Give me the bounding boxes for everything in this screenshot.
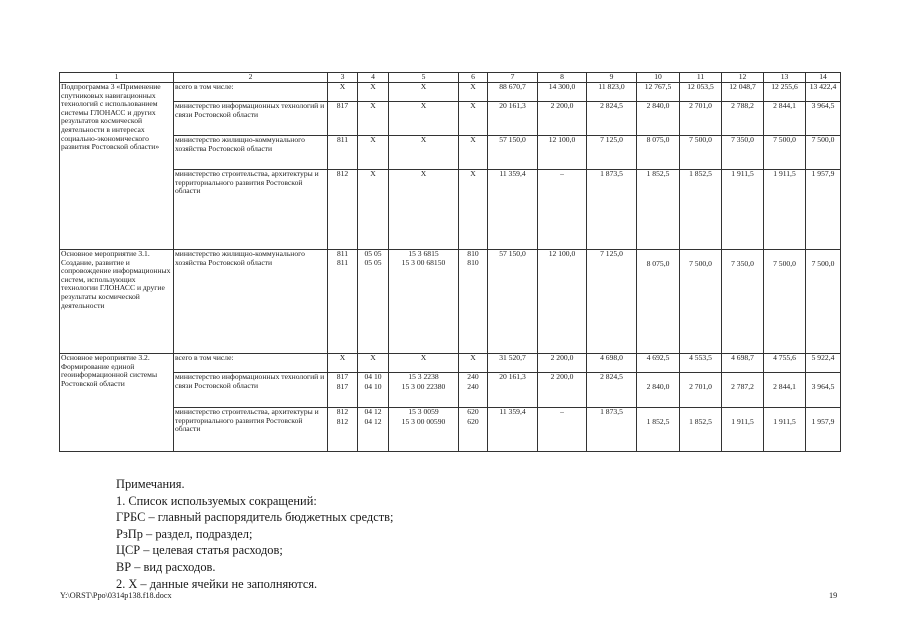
value-cell: 1 957,9 [806,170,841,250]
value-cell [538,373,587,408]
value-text: 7 350,0 [731,259,754,268]
value-text: 1 911,5 [773,417,796,426]
value-cell: 12 048,7 [722,83,764,102]
grbs-value: 811 [336,258,349,267]
measure-name: Основное мероприятие 3.1. Создание, развитие и сопровождение информационных систем, использующих технологии ГЛОНАСС и другие результаты космической деятельности [60,250,174,354]
table-row [60,136,841,170]
value-text: 1 911,5 [731,417,754,426]
header-row [60,73,841,83]
value-cell: 7 500,0 [680,136,722,170]
value-cell: 12 767,5 [637,83,680,102]
value-cell: 2 788,2 [722,102,764,136]
value-cell [764,408,806,452]
note-line: ЦСР – целевая статья расходов; [116,543,283,558]
value-text: 2 200,0 [550,372,574,381]
executor-cell: министерство строительства, архитектуры и территориального развития Ростовской области [174,408,328,452]
value-cell [764,250,806,354]
value-cell: 8 075,0 [637,136,680,170]
csr-value: 15 3 6815 [408,249,439,258]
header-cell: 13 [764,73,806,83]
grbs-value: 812 [336,407,349,416]
value-text: 1 957,9 [811,417,835,426]
value-cell: 4 698,7 [722,354,764,373]
csr-cell: X [389,354,459,373]
header-cell: 3 [328,73,358,83]
note-line: РзПр – раздел, подраздел; [116,526,253,541]
rzpr-cell: X [358,354,389,373]
value-cell [806,408,841,452]
value-cell: 1 852,5 [637,170,680,250]
grbs-cell: 812 [328,170,358,250]
value-cell: 2 701,0 [680,102,722,136]
value-cell: 13 422,4 [806,83,841,102]
executor-cell: министерство информационных технологий и связи Ростовской области [174,102,328,136]
rzpr-cell: X [358,136,389,170]
header-cell: 7 [488,73,538,83]
executor-cell: всего в том числе: [174,354,328,373]
note-line: ГРБС – главный распорядитель бюджетных средств; [116,510,394,525]
executor-cell: министерство жилищно-коммунального хозяйства Ростовской области [174,250,328,354]
value-text: 12 100,0 [548,249,576,258]
value-text: 1 852,5 [646,417,670,426]
vr-value: 810 [467,249,479,258]
value-cell: 57 150,0 [488,136,538,170]
value-text: 2 701,0 [689,382,712,391]
vr-value: 810 [467,258,479,267]
csr-value: 15 3 00 00590 [401,417,446,426]
value-text: 11 359,4 [499,407,526,416]
value-cell: 1 873,5 [587,170,637,250]
executor-cell: министерство строительства, архитектуры и территориального развития Ростовской области [174,170,328,250]
grbs-cell [328,408,358,452]
rzpr-cell [358,250,389,354]
vr-cell: X [459,136,488,170]
value-cell [680,250,722,354]
vr-cell: X [459,102,488,136]
rzpr-value: 04 12 [364,417,382,426]
value-text: 1 873,5 [600,407,623,416]
value-cell [637,250,680,354]
vr-cell [459,250,488,354]
value-cell: 4 553,5 [680,354,722,373]
value-cell: 1 852,5 [680,170,722,250]
value-cell: 12 255,6 [764,83,806,102]
vr-cell [459,373,488,408]
value-cell: 7 500,0 [764,136,806,170]
header-cell: 5 [389,73,459,83]
csr-cell: X [389,170,459,250]
value-text: 7 500,0 [773,259,796,268]
csr-cell: X [389,136,459,170]
vr-value: 620 [467,417,479,426]
value-text: 7 500,0 [811,259,835,268]
value-cell: 2 200,0 [538,354,587,373]
rzpr-value: 04 10 [364,382,382,391]
value-cell: 4 698,0 [587,354,637,373]
grbs-cell [328,250,358,354]
notes-block [116,476,393,592]
table-row [60,373,841,408]
value-cell: 14 300,0 [538,83,587,102]
value-cell: 4 755,6 [764,354,806,373]
grbs-cell: 817 [328,102,358,136]
subprogram-name: Подпрограмма 3 «Применение спутниковых навигационных технологий с использованием системы ГЛОНАСС и других результатов космической деятельности в интересах социально-экономического развития Ростовской области» [60,83,174,250]
value-cell [538,250,587,354]
grbs-value: 817 [336,372,349,381]
value-cell: 5 922,4 [806,354,841,373]
value-text: 3 964,5 [811,382,835,391]
value-cell: – [538,170,587,250]
executor-cell: министерство информационных технологий и связи Ростовской области [174,373,328,408]
csr-value: 15 3 00 22380 [401,382,446,391]
budget-table [59,72,841,452]
note-line: ВР – вид расходов. [116,559,216,574]
value-cell [637,408,680,452]
value-cell [680,373,722,408]
header-cell: 8 [538,73,587,83]
csr-value: 15 3 2238 [408,372,439,381]
rzpr-cell: X [358,102,389,136]
rzpr-cell [358,373,389,408]
value-cell [764,373,806,408]
grbs-cell: X [328,83,358,102]
value-cell: 12 053,5 [680,83,722,102]
value-cell [488,373,538,408]
header-cell: 9 [587,73,637,83]
value-text: 7 125,0 [600,249,623,258]
value-cell: 2 824,5 [587,102,637,136]
value-cell [722,408,764,452]
header-cell: 14 [806,73,841,83]
value-text: 2 844,1 [773,382,796,391]
value-cell: 88 670,7 [488,83,538,102]
value-text: 2 787,2 [731,382,754,391]
value-text: 7 500,0 [689,259,712,268]
value-cell [722,250,764,354]
table-row [60,250,841,354]
grbs-value: 812 [336,417,349,426]
value-cell: 1 911,5 [722,170,764,250]
header-cell: 6 [459,73,488,83]
table-row [60,170,841,250]
grbs-cell: 811 [328,136,358,170]
notes-title: Примечания. [116,477,185,491]
value-cell: 3 964,5 [806,102,841,136]
rzpr-cell: X [358,83,389,102]
header-cell: 11 [680,73,722,83]
vr-value: 620 [467,407,479,416]
executor-cell: министерство жилищно-коммунального хозяйства Ростовской области [174,136,328,170]
csr-cell: X [389,83,459,102]
header-cell: 10 [637,73,680,83]
value-cell [722,373,764,408]
csr-value: 15 3 0059 [408,407,439,416]
value-cell: 7 350,0 [722,136,764,170]
value-text: 8 075,0 [646,259,670,268]
value-cell: 20 161,3 [488,102,538,136]
page-number: 19 [829,591,838,600]
grbs-cell [328,373,358,408]
value-cell [488,250,538,354]
rzpr-value: 04 10 [364,372,382,381]
csr-cell [389,408,459,452]
value-cell [587,250,637,354]
rzpr-value: 05 05 [364,249,382,258]
vr-cell: X [459,83,488,102]
value-cell [488,408,538,452]
table-row [60,102,841,136]
note-line: 2. X – данные ячейки не заполняются. [116,576,318,591]
csr-value: 15 3 00 68150 [401,258,446,267]
value-cell: 11 823,0 [587,83,637,102]
value-cell: 7 125,0 [587,136,637,170]
value-cell [637,373,680,408]
value-text: 57 150,0 [499,249,526,258]
value-cell: 12 100,0 [538,136,587,170]
value-text: – [560,407,564,416]
value-cell [680,408,722,452]
vr-value: 240 [467,382,479,391]
vr-cell [459,408,488,452]
grbs-cell: X [328,354,358,373]
value-cell: 11 359,4 [488,170,538,250]
value-text: 20 161,3 [499,372,526,381]
table-row [60,354,841,373]
csr-cell [389,250,459,354]
table-row [60,408,841,452]
value-text: 2 824,5 [600,372,623,381]
header-cell: 1 [60,73,174,83]
rzpr-value: 04 12 [364,407,382,416]
vr-cell: X [459,354,488,373]
executor-cell: всего в том числе: [174,83,328,102]
rzpr-value: 05 05 [364,258,382,267]
grbs-value: 811 [336,249,349,258]
rzpr-cell [358,408,389,452]
footer-file-path: Y:\ORST\Ppo\0314p138.f18.docx [60,591,172,600]
value-cell: 2 200,0 [538,102,587,136]
value-cell [806,250,841,354]
note-line: 1. Список используемых сокращений: [116,493,317,508]
value-cell: 4 692,5 [637,354,680,373]
value-cell: 1 911,5 [764,170,806,250]
header-cell: 4 [358,73,389,83]
table-row [60,83,841,102]
value-cell [587,408,637,452]
grbs-value: 817 [336,382,349,391]
value-cell: 2 840,0 [637,102,680,136]
csr-cell: X [389,102,459,136]
measure-name: Основное мероприятие 3.2. Формирование единой геоинформационной системы Ростовской области [60,354,174,452]
value-cell [538,408,587,452]
vr-cell: X [459,170,488,250]
value-cell: 7 500,0 [806,136,841,170]
csr-cell [389,373,459,408]
vr-value: 240 [467,372,479,381]
header-cell: 12 [722,73,764,83]
rzpr-cell: X [358,170,389,250]
value-cell: 2 844,1 [764,102,806,136]
header-cell: 2 [174,73,328,83]
value-cell: 31 520,7 [488,354,538,373]
value-text: 1 852,5 [689,417,712,426]
value-cell [587,373,637,408]
value-text: 2 840,0 [646,382,670,391]
value-cell [806,373,841,408]
